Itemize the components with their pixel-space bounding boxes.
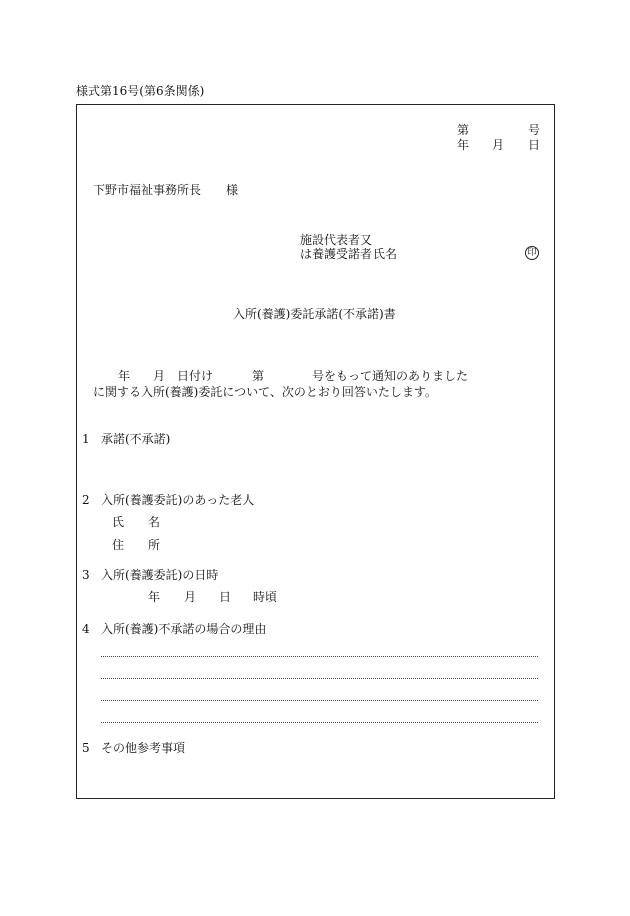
body-dai: 第 bbox=[252, 369, 265, 383]
item3-label: 入所(養護委託)の日時 bbox=[101, 568, 219, 582]
item1-number: 1 bbox=[82, 432, 90, 446]
header-tsuki: 月 bbox=[492, 138, 505, 152]
item5-number: 5 bbox=[82, 741, 90, 755]
reason-line-3 bbox=[101, 700, 538, 701]
addressee-honorific: 様 bbox=[226, 183, 239, 197]
reason-line-4 bbox=[101, 722, 538, 723]
reason-line-1 bbox=[101, 656, 538, 657]
body-go-text: 号をもって通知のありました bbox=[312, 369, 469, 383]
header-dai: 第 bbox=[457, 123, 470, 137]
item4-label: 入所(養護)不承諾の場合の理由 bbox=[101, 622, 267, 636]
body-tsuki: 月 bbox=[153, 369, 166, 383]
item2-name-label: 氏 名 bbox=[112, 515, 161, 529]
sender-name-label: 氏名 bbox=[373, 247, 398, 261]
body-hizuke: 日付け bbox=[177, 369, 214, 383]
body-nen: 年 bbox=[118, 369, 131, 383]
reason-line-2 bbox=[101, 678, 538, 679]
document-title: 入所(養護)委託承諾(不承諾)書 bbox=[233, 307, 396, 321]
item3-number: 3 bbox=[82, 568, 90, 582]
header-go: 号 bbox=[528, 123, 541, 137]
item3-jikoro: 時頃 bbox=[253, 590, 278, 604]
form-label: 様式第16号(第6条関係) bbox=[76, 84, 205, 98]
item5-label: その他参考事項 bbox=[101, 741, 186, 755]
addressee-office: 下野市福祉事務所長 bbox=[93, 183, 202, 197]
item1-label: 承諾(不承諾) bbox=[101, 432, 171, 446]
item2-label: 入所(養護委託)のあった老人 bbox=[101, 493, 255, 507]
item3-nen: 年 bbox=[148, 590, 161, 604]
item3-hi: 日 bbox=[219, 590, 232, 604]
item4-number: 4 bbox=[82, 622, 90, 636]
header-hi: 日 bbox=[528, 138, 541, 152]
sender-line2: は養護受諾者 bbox=[300, 247, 373, 261]
item3-tsuki: 月 bbox=[184, 590, 197, 604]
item2-address-label: 住 所 bbox=[112, 538, 161, 552]
seal-mark: 印 bbox=[525, 246, 539, 260]
body-line2: に関する入所(養護)委託について、次のとおり回答いたします。 bbox=[93, 385, 437, 399]
sender-line1: 施設代表者又 bbox=[300, 233, 373, 247]
form-frame bbox=[76, 104, 555, 799]
header-nen: 年 bbox=[457, 138, 470, 152]
item2-number: 2 bbox=[82, 493, 90, 507]
